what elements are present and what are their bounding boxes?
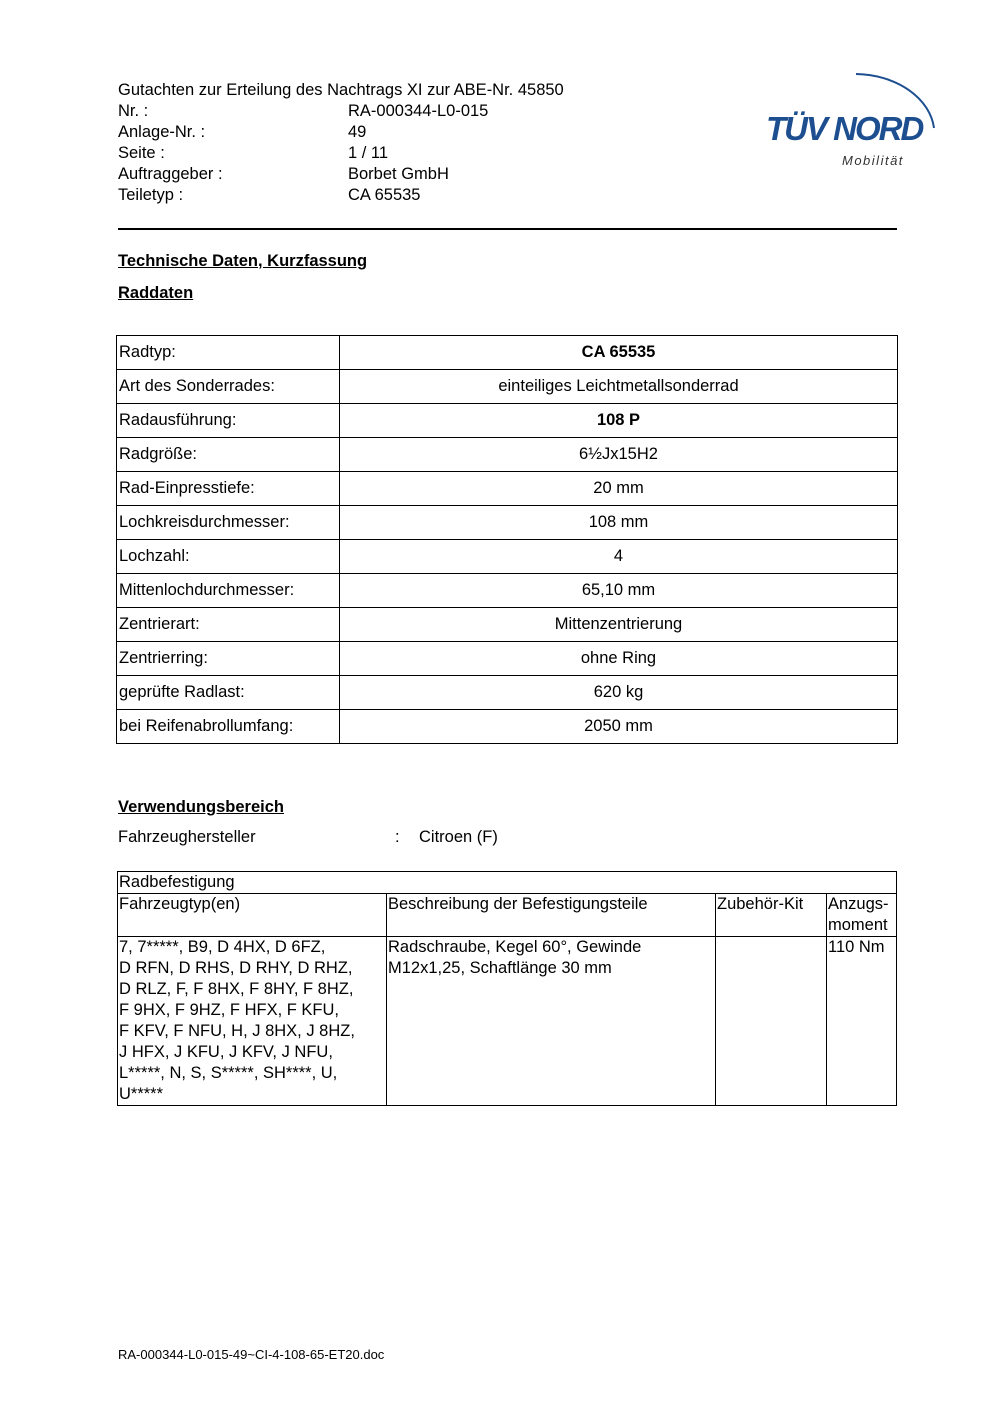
tuev-nord-logo bbox=[764, 58, 944, 173]
fahrzeughersteller-label: Fahrzeughersteller bbox=[118, 828, 256, 846]
table-row: Radgröße: 6½Jx15H2 bbox=[117, 438, 898, 472]
table-header-row bbox=[118, 894, 897, 937]
fahrzeugtypen-cell: 7, 7*****, B9, D 4HX, D 6FZ, D RFN, D RHS, D RHY, D RHZ, D RLZ, F, F 8HX, F 8HY, F 8HZ, F 9HX, F 9HZ, F HFX, F KFU, F KFV, F NFU, H, J 8HX, J 8HZ, J HFX, J KFU, J KFV, J NFU, L*****, N, S, S*****, SH****, U, U***** bbox=[118, 937, 387, 1106]
raddaten-table bbox=[116, 335, 898, 744]
beschreibung-cell: Radschraube, Kegel 60°, Gewinde M12x1,25, Schaftlänge 30 mm bbox=[387, 937, 716, 1106]
heading-raddaten: Raddaten bbox=[118, 284, 194, 302]
table-row bbox=[118, 937, 897, 1106]
header-row-anlage: Anlage-Nr. : 49 bbox=[118, 123, 367, 141]
header-row-nr: Nr. : RA-000344-L0-015 bbox=[118, 102, 489, 120]
table-row: Zentrierart: Mittenzentrierung bbox=[117, 608, 898, 642]
table-row: Art des Sonderrades: einteiliges Leichtmetallsonderrad bbox=[117, 370, 898, 404]
header-row-teiletyp: Teiletyp : CA 65535 bbox=[118, 186, 421, 204]
zubehoer-kit-cell bbox=[716, 937, 827, 1106]
table-row: bei Reifenabrollumfang: 2050 mm bbox=[117, 710, 898, 744]
radbefestigung-title: Radbefestigung bbox=[118, 872, 897, 894]
logo-subtitle: Mobilität bbox=[842, 153, 904, 168]
heading-technische-daten: Technische Daten, Kurzfassung bbox=[118, 252, 368, 270]
logo-brand: TÜV NORD bbox=[766, 110, 923, 147]
fahrzeughersteller-colon: : bbox=[395, 828, 400, 846]
header-zubehoer-kit: Zubehör-Kit bbox=[716, 894, 827, 937]
header-anzugsmoment: Anzugs- moment bbox=[827, 894, 897, 937]
header-beschreibung: Beschreibung der Befestigungsteile bbox=[387, 894, 716, 937]
footer-filename: RA-000344-L0-015-49~CI-4-108-65-ET20.doc bbox=[118, 1347, 385, 1362]
table-row: Zentrierring: ohne Ring bbox=[117, 642, 898, 676]
document-title: Gutachten zur Erteilung des Nachtrags XI zur ABE-Nr. 45850 bbox=[118, 81, 564, 99]
header-divider bbox=[118, 228, 897, 230]
header-fahrzeugtypen: Fahrzeugtyp(en) bbox=[118, 894, 387, 937]
fahrzeughersteller-value: Citroen (F) bbox=[419, 828, 498, 846]
table-row: geprüfte Radlast: 620 kg bbox=[117, 676, 898, 710]
heading-verwendungsbereich: Verwendungsbereich bbox=[118, 798, 284, 816]
table-row: Mittenlochdurchmesser: 65,10 mm bbox=[117, 574, 898, 608]
header-row-seite: Seite : 1 / 11 bbox=[118, 144, 389, 162]
document-header bbox=[118, 80, 738, 206]
table-row: Lochzahl: 4 bbox=[117, 540, 898, 574]
table-row: Lochkreisdurchmesser: 108 mm bbox=[117, 506, 898, 540]
table-row: Rad-Einpresstiefe: 20 mm bbox=[117, 472, 898, 506]
table-row: Radausführung: 108 P bbox=[117, 404, 898, 438]
header-row-auftraggeber: Auftraggeber : Borbet GmbH bbox=[118, 165, 449, 183]
table-title-row bbox=[118, 872, 897, 894]
table-row: Radtyp: CA 65535 bbox=[117, 336, 898, 370]
radbefestigung-table bbox=[117, 871, 897, 1106]
anzugsmoment-cell: 110 Nm bbox=[827, 937, 897, 1106]
